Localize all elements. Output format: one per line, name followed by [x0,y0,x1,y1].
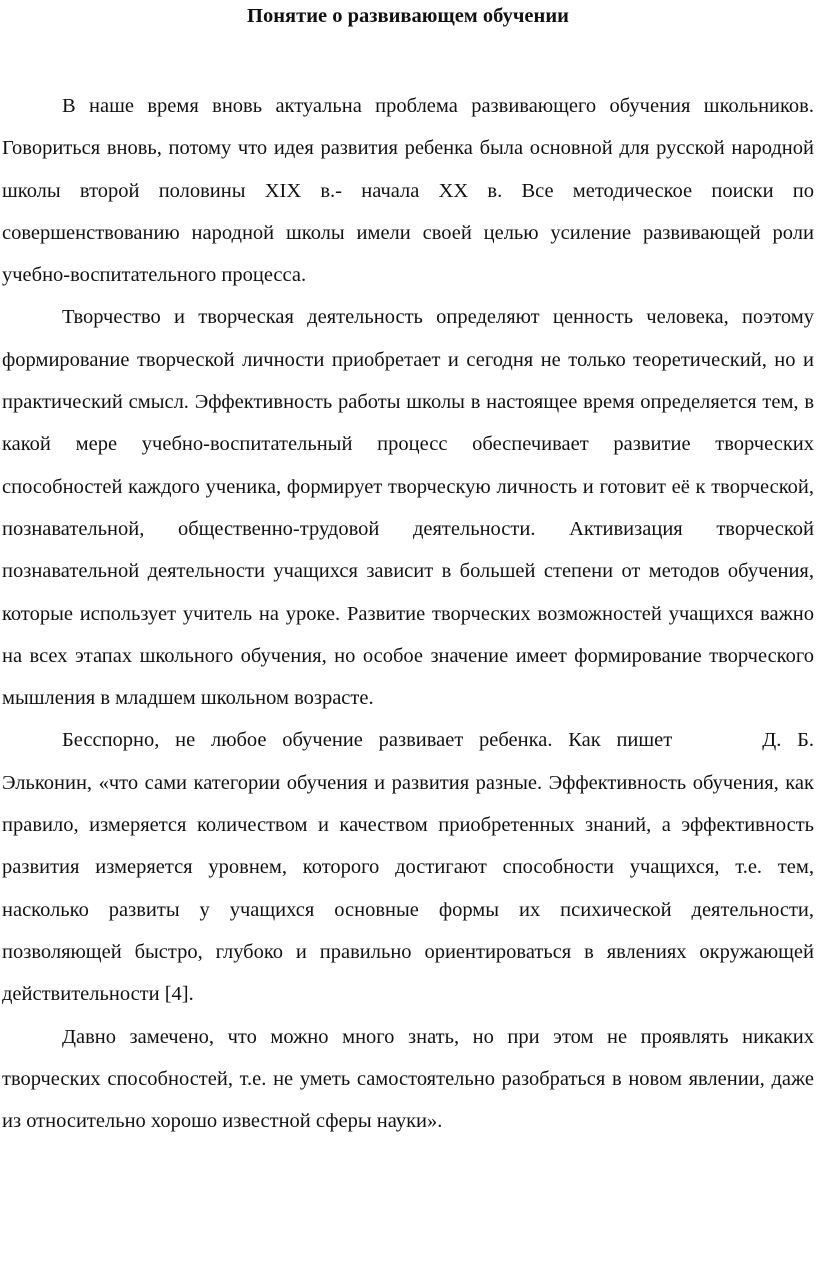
paragraph-4: Давно замечено, что можно много знать, но при этом не проявлять никаких творческих способностей, т.е. не уметь самостоятельно разобраться в новом явлении, даже из относительно хорошо известной сферы науки». [2,1025,814,1133]
paragraph-2: Творчество и творческая деятельность определяют ценность человека, поэтому формирование творческой личности приобретает и сегодня не только теоретический, но и практический смысл. Эффективность работы школы в настоящее время определяется тем, в какой мере учебно-воспитательный процесс обеспечивает развитие творческих способностей каждого ученика, формирует творческую личность и готовит её к творческой, познавательной, общественно-трудовой деятельности. Активизация творческой познавательной деятельности учащихся зависит в большей степени от методов обучения, которые использует учитель на уроке. Развитие творческих возможностей учащихся важно на всех этапах школьного обучения, но особое значение имеет формирование творческого мышления в младшем школьном возрасте. [2,306,814,710]
paragraph-3 [2,719,814,1015]
paragraph-3-quote: Д. Б. Эльконин, «что сами категории обучения и развития разные. Эффективность обучения, как правило, измеряется количеством и качеством приобретенных знаний, а эффективность развития измеряется уровнем, которого достигают способности учащихся, т.е. тем, насколько развиты у учащихся основные формы их психической деятельности, позволяющей быстро, глубоко и правильно ориентироваться в явлениях окружающей действительности [4]. [2,729,814,1006]
paragraph-1: В наше время вновь актуальна проблема развивающего обучения школьников. Говориться вновь, потому что идея развития ребенка была основной для русской народной школы второй половины XIX в.- начала XX в. Все методическое поиски по совершенствованию народной школы имели своей целью усиление развивающей роли учебно-воспитательного процесса. [2,95,814,287]
paragraph-3-lead: Бесспорно, не любое обучение развивает ребенка. Как пишет [62,729,673,752]
document-title: Понятие о развивающем обучении [247,5,569,27]
